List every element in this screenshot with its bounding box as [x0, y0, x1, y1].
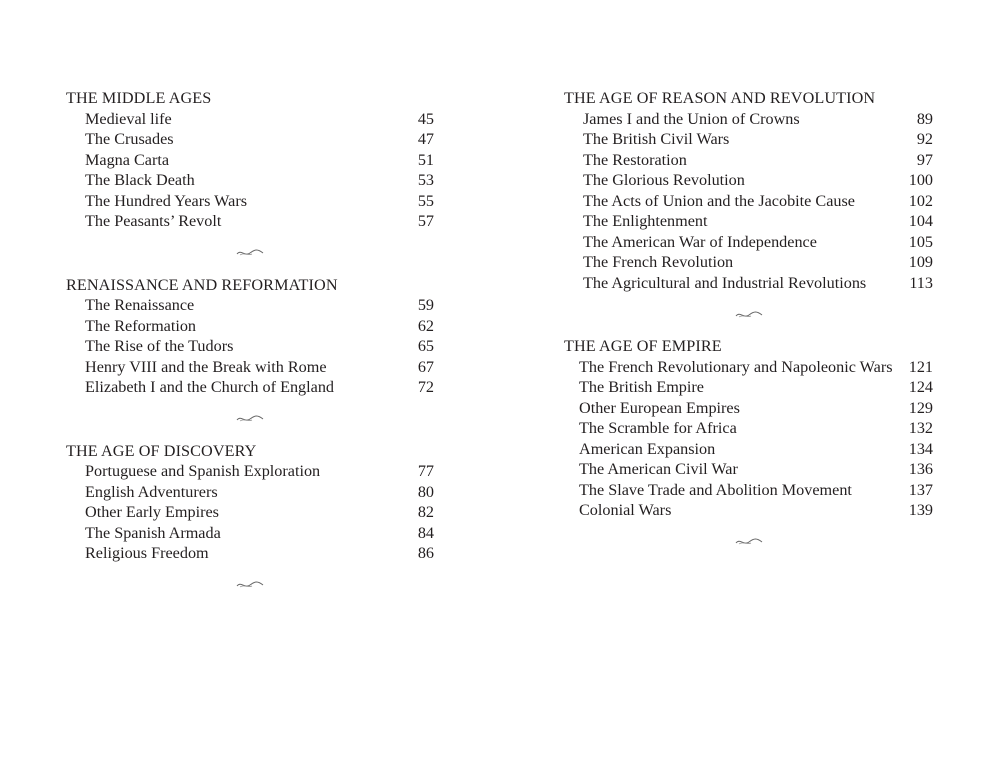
- entry-page: 89: [916, 109, 933, 128]
- entry-title: The Black Death: [85, 171, 195, 189]
- toc-entry[interactable]: [66, 336, 434, 357]
- entry-page: 53: [417, 171, 434, 189]
- entry-page: 47: [417, 130, 434, 148]
- entry-title: The Renaissance: [85, 296, 195, 314]
- toc-entry[interactable]: [66, 150, 434, 171]
- entry-page: 80: [417, 482, 434, 501]
- entry-page: 65: [417, 337, 434, 355]
- toc-entry[interactable]: [564, 191, 933, 212]
- toc-entry[interactable]: [564, 357, 933, 378]
- toc-entry[interactable]: [66, 191, 434, 212]
- toc-section: [66, 441, 434, 564]
- entry-page: 82: [417, 503, 434, 521]
- flourish-icon: [564, 293, 933, 336]
- entry-page: 45: [417, 109, 434, 128]
- entry-title: The Reformation: [85, 316, 197, 335]
- entry-page: 139: [908, 501, 933, 519]
- entry-page: 51: [417, 150, 434, 169]
- toc-entry[interactable]: [66, 109, 434, 130]
- entry-title: The Enlightenment: [583, 212, 708, 230]
- toc-entry[interactable]: [66, 482, 434, 503]
- section-title: RENAISSANCE AND REFORMATION: [66, 275, 338, 294]
- flourish-icon: [66, 398, 434, 441]
- entry-page: 137: [908, 480, 933, 499]
- toc-entry[interactable]: [564, 459, 933, 480]
- entry-page: 92: [916, 130, 933, 148]
- entry-page: 129: [908, 398, 933, 417]
- entry-title: The American War of Independence: [583, 232, 817, 251]
- entry-title: Other Early Empires: [85, 503, 219, 521]
- toc-entry[interactable]: [564, 439, 933, 460]
- entry-page: 136: [908, 460, 933, 478]
- toc-entry[interactable]: [564, 109, 933, 130]
- entry-page: 84: [417, 523, 434, 542]
- toc-entry[interactable]: [66, 377, 434, 398]
- section-title: THE MIDDLE AGES: [66, 89, 212, 107]
- toc-entry[interactable]: [564, 273, 933, 294]
- toc-entry[interactable]: [66, 523, 434, 544]
- entry-title: The Scramble for Africa: [579, 419, 737, 437]
- entry-page: 97: [916, 150, 933, 169]
- toc-section: [66, 88, 434, 232]
- entry-page: 109: [908, 253, 933, 271]
- entry-page: 77: [417, 462, 434, 480]
- toc-entry[interactable]: [564, 232, 933, 253]
- entry-title: The Crusades: [85, 130, 174, 148]
- entry-page: 134: [908, 439, 933, 458]
- entry-title: Henry VIII and the Break with Rome: [85, 357, 327, 376]
- entry-page: 124: [908, 378, 933, 396]
- entry-title: The Hundred Years Wars: [85, 191, 248, 210]
- toc-section: [66, 275, 434, 398]
- entry-title: Colonial Wars: [579, 501, 672, 519]
- entry-title: American Expansion: [579, 439, 716, 458]
- entry-page: 105: [908, 232, 933, 251]
- toc-entry[interactable]: [66, 502, 434, 523]
- entry-page: 132: [908, 419, 933, 437]
- entry-title: The French Revolution: [583, 253, 734, 271]
- entry-page: 121: [908, 357, 933, 376]
- toc-entry[interactable]: [564, 480, 933, 501]
- entry-page: 86: [417, 544, 434, 562]
- toc-entry[interactable]: [564, 129, 933, 150]
- toc-entry[interactable]: [564, 211, 933, 232]
- toc-entry[interactable]: [564, 150, 933, 171]
- entry-page: 72: [417, 378, 434, 396]
- toc-entry[interactable]: [66, 170, 434, 191]
- toc-left-column: [66, 88, 434, 607]
- entry-page: 100: [908, 171, 933, 189]
- entry-title: Magna Carta: [85, 150, 170, 169]
- entry-page: 67: [417, 357, 434, 376]
- toc-entry[interactable]: [564, 170, 933, 191]
- entry-title: The Rise of the Tudors: [85, 337, 234, 355]
- entry-title: Other European Empires: [579, 398, 740, 417]
- entry-page: 55: [417, 191, 434, 210]
- entry-title: Elizabeth I and the Church of England: [85, 378, 335, 396]
- entry-title: The British Civil Wars: [583, 130, 730, 148]
- toc-entry[interactable]: [66, 295, 434, 316]
- toc-entry[interactable]: [564, 398, 933, 419]
- toc-entry[interactable]: [564, 500, 933, 521]
- toc-section: [564, 88, 933, 293]
- toc-entry[interactable]: [564, 418, 933, 439]
- entry-page: 102: [908, 191, 933, 210]
- entry-title: The Slave Trade and Abolition Movement: [579, 480, 852, 499]
- toc-entry[interactable]: [564, 377, 933, 398]
- toc-entry[interactable]: [564, 252, 933, 273]
- section-title: THE AGE OF DISCOVERY: [66, 441, 257, 460]
- toc-right-column: [564, 88, 933, 564]
- entry-title: The American Civil War: [579, 460, 738, 478]
- entry-title: English Adventurers: [85, 482, 218, 501]
- entry-title: The Acts of Union and the Jacobite Cause: [583, 191, 855, 210]
- entry-page: 113: [909, 273, 933, 292]
- entry-title: The Peasants’ Revolt: [85, 212, 222, 230]
- entry-page: 104: [908, 212, 933, 230]
- entry-title: The Restoration: [583, 150, 687, 169]
- section-title: THE AGE OF REASON AND REVOLUTION: [564, 89, 876, 107]
- flourish-icon: [66, 564, 434, 607]
- toc-section: [564, 336, 933, 521]
- toc-entry[interactable]: [66, 316, 434, 337]
- toc-entry[interactable]: [66, 129, 434, 150]
- entry-title: The Agricultural and Industrial Revolutions: [583, 273, 867, 292]
- entry-title: Portuguese and Spanish Exploration: [85, 462, 321, 480]
- flourish-icon: [564, 521, 933, 564]
- entry-page: 62: [417, 316, 434, 335]
- toc-entry[interactable]: [66, 211, 434, 232]
- flourish-icon: [66, 232, 434, 275]
- entry-title: The French Revolutionary and Napoleonic Wars: [579, 357, 893, 376]
- entry-page: 59: [417, 296, 434, 314]
- entry-title: James I and the Union of Crowns: [583, 109, 800, 128]
- entry-title: The Spanish Armada: [85, 523, 221, 542]
- entry-title: Medieval life: [85, 109, 172, 128]
- entry-page: 57: [417, 212, 434, 230]
- entry-title: The British Empire: [579, 378, 704, 396]
- entry-title: Religious Freedom: [85, 544, 209, 562]
- toc-entry[interactable]: [66, 543, 434, 564]
- entry-title: The Glorious Revolution: [583, 171, 745, 189]
- toc-entry[interactable]: [66, 461, 434, 482]
- section-title: THE AGE OF EMPIRE: [564, 337, 722, 355]
- toc-entry[interactable]: [66, 357, 434, 378]
